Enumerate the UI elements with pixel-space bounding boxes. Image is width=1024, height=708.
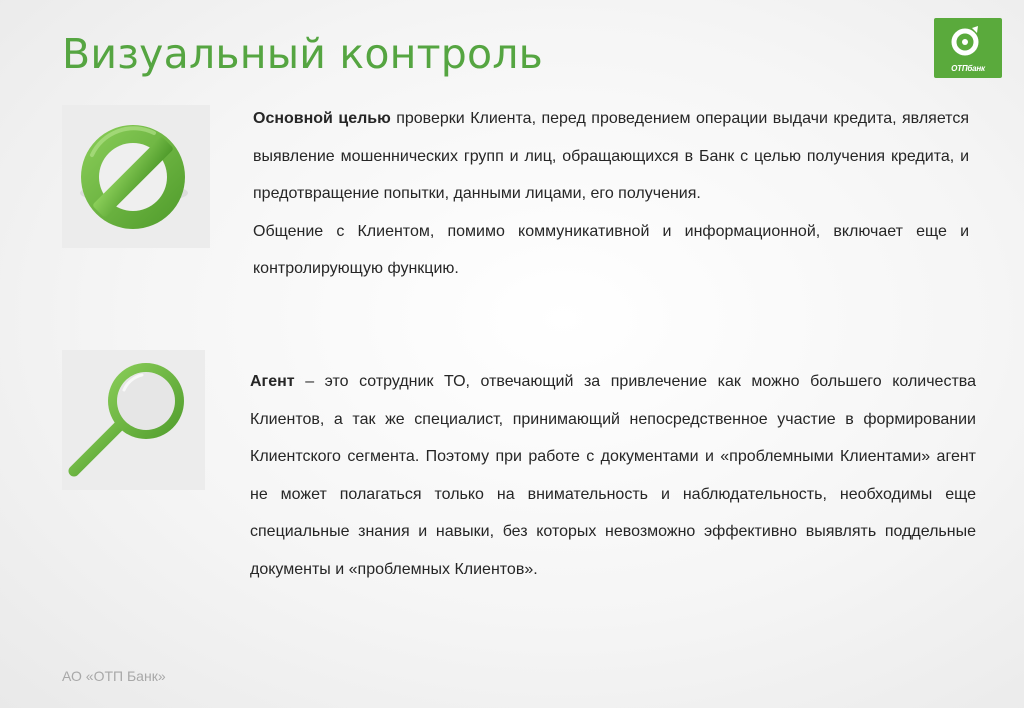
magnifier-icon-box bbox=[62, 350, 205, 490]
agent-section bbox=[250, 363, 976, 588]
agent-paragraph bbox=[250, 363, 976, 588]
agent-text: – это сотрудник ТО, отвечающий за привлечение как можно большего количества Клиентов, а так же специалист, принимающий непосредственное участие в формировании Клиентского сегмента. Поэтому при работе с документами и «проблемными Клиентами» агент не может полагаться только на внимательность и наблюдательность, необходимы еще специальные знания и навыки, без которых невозможно эффективно выявлять поддельные документы и «проблемных Клиентов». bbox=[250, 373, 976, 578]
logo-text: ОТПбанк bbox=[951, 64, 985, 73]
agent-bold: Агент bbox=[250, 373, 295, 390]
footer-company: АО «ОТП Банк» bbox=[62, 668, 166, 684]
prohibition-icon-box bbox=[62, 105, 210, 248]
page-title: Визуальный контроль bbox=[62, 30, 544, 78]
magnifier-icon bbox=[62, 350, 205, 490]
main-goal-bold: Основной целью bbox=[253, 110, 391, 127]
main-goal-section bbox=[253, 100, 969, 288]
otp-bank-logo bbox=[934, 18, 1002, 78]
communication-paragraph: Общение с Клиентом, помимо коммуникативной и информационной, включает еще и контролирующую функцию. bbox=[253, 222, 969, 277]
main-goal-text: проверки Клиента, перед проведением операции выдачи кредита, является выявление мошеннических групп и лиц, обращающихся в Банк с целью получения кредита, и предотвращение попытки, данными лицами, его получения. bbox=[253, 110, 969, 202]
main-goal-paragraph bbox=[253, 100, 969, 213]
prohibition-icon bbox=[62, 105, 210, 248]
